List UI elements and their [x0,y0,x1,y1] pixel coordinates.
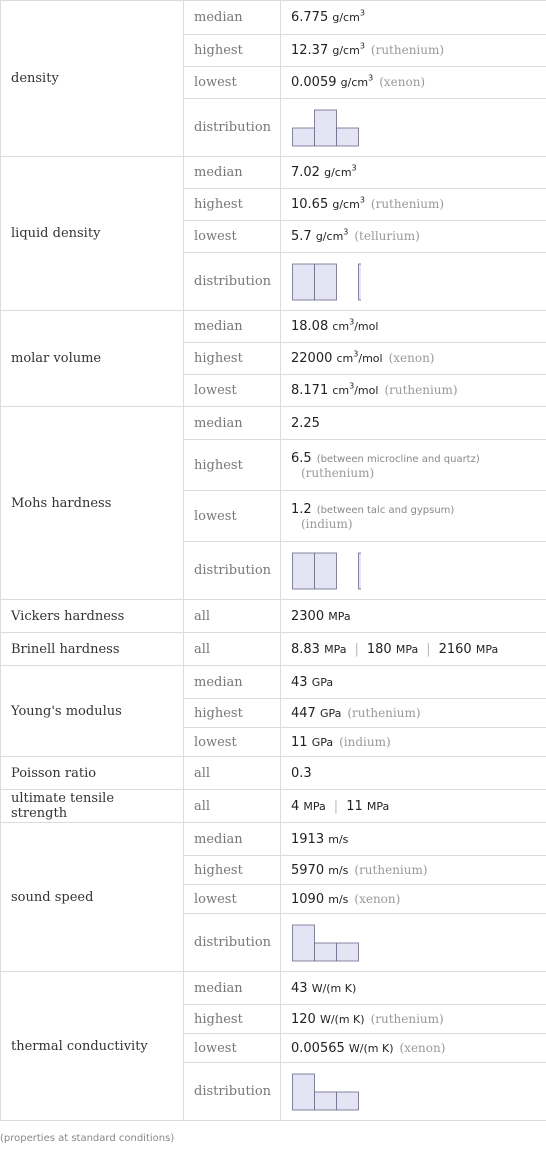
mohs-lowest-element: (indium) [301,516,353,531]
brinell-all-label: all [184,633,281,666]
sound-speed-median-value: 1913 m/s [281,823,546,856]
poisson-row [1,757,546,790]
liquid-density-distribution-histogram [291,262,361,302]
vickers-row [1,600,546,633]
mohs-highest-label: highest [184,440,281,491]
thermal-highest-value: 120 W/(m K) (ruthenium) [281,1005,546,1034]
vickers-value: 2300 MPa [281,600,546,633]
brinell-row [1,633,546,666]
sound-speed-distribution-histogram [291,923,361,963]
youngs-modulus-label: Young's modulus [1,666,184,757]
liquid-density-lowest-value: 5.7 $g/cm^3$ (tellurium) [281,221,546,253]
thermal-highest-label: highest [184,1005,281,1034]
molar-volume-lowest-element: (ruthenium) [384,383,458,397]
density-lowest-value: 0.0059 $g/cm^3$ (xenon) [281,67,546,99]
liquid-density-median-value: 7.02 $g/cm^3$ [281,157,546,189]
density-highest-value: 12.37 $g/cm^3$ (ruthenium) [281,35,546,67]
tensile-all-label: all [184,790,281,823]
sound-speed-distribution-label: distribution [184,914,281,972]
sound-speed-median-label: median [184,823,281,856]
molar-volume-lowest-label: lowest [184,375,281,407]
mohs-highest-between: (between microcline and quartz) [316,453,480,465]
sound-speed-highest-label: highest [184,856,281,885]
density-label: density [1,1,184,157]
sound-speed-lowest-label: lowest [184,885,281,914]
density-lowest-label: lowest [184,67,281,99]
histogram-bar [359,264,362,300]
sound-speed-label: sound speed [1,823,184,972]
mohs-median-label: median [184,407,281,440]
molar-volume-median-row [1,311,546,343]
histogram-bar [315,1092,337,1110]
molar-volume-median-value: 18.08 $cm^3$/mol [281,311,546,343]
thermal-highest-element: (ruthenium) [370,1011,444,1026]
histogram-bar [315,943,337,961]
histogram-bar [315,264,337,300]
thermal-median-row [1,972,546,1005]
histogram-bar [293,128,315,146]
molar-volume-highest-element: (xenon) [388,351,435,365]
youngs-highest-element: (ruthenium) [347,705,421,720]
mohs-hardness-label: Mohs hardness [1,407,184,600]
brinell-hardness-label: Brinell hardness [1,633,184,666]
mohs-distribution-histogram [291,551,361,591]
mohs-median-row [1,407,546,440]
thermal-conductivity-label: thermal conductivity [1,972,184,1121]
mohs-highest-value: 6.5 (between microcline and quartz) (ruthenium) [281,440,546,491]
histogram-bar [315,553,337,589]
liquid-density-median-label: median [184,157,281,189]
tensile-strength-label: ultimate tensile strength [1,790,184,823]
histogram-bar [337,1092,359,1110]
footer-note: (properties at standard conditions) [0,1133,175,1144]
youngs-lowest-value: 11 GPa (indium) [281,728,546,757]
youngs-highest-value: 447 GPa (ruthenium) [281,699,546,728]
molar-volume-highest-label: highest [184,343,281,375]
thermal-lowest-element: (xenon) [399,1040,446,1055]
sound-speed-highest-value: 5970 m/s (ruthenium) [281,856,546,885]
molar-volume-highest-value: 22000 $cm^3$/mol (xenon) [281,343,546,375]
histogram-bar [315,110,337,146]
liquid-density-highest-element: (ruthenium) [370,197,445,211]
youngs-median-value: 43 GPa [281,666,546,699]
youngs-median-label: median [184,666,281,699]
vickers-hardness-label: Vickers hardness [1,600,184,633]
thermal-distribution-label: distribution [184,1063,281,1121]
histogram-bar [293,264,315,300]
poisson-all-label: all [184,757,281,790]
liquid-density-distribution-label: distribution [184,253,281,311]
molar-volume-label: molar volume [1,311,184,407]
thermal-lowest-value: 0.00565 W/(m K) (xenon) [281,1034,546,1063]
density-median-label: median [184,1,281,35]
liquid-density-lowest-element: (tellurium) [354,229,420,243]
tensile-row [1,790,546,823]
poisson-ratio-label: Poisson ratio [1,757,184,790]
density-distribution-histogram [291,108,361,148]
sound-speed-lowest-value: 1090 m/s (xenon) [281,885,546,914]
youngs-median-row [1,666,546,699]
mohs-lowest-label: lowest [184,491,281,542]
thermal-median-value: 43 W/(m K) [281,972,546,1005]
density-median-row [1,1,546,35]
mohs-lowest-value: 1.2 (between talc and gypsum) (indium) [281,491,546,542]
thermal-lowest-label: lowest [184,1034,281,1063]
thermal-distribution-histogram [291,1072,361,1112]
tensile-values: 4 MPa | 11 MPa [281,790,546,823]
youngs-lowest-element: (indium) [339,734,391,749]
histogram-bar [337,128,359,146]
density-highest-label: highest [184,35,281,67]
histogram-bar [293,553,315,589]
youngs-lowest-label: lowest [184,728,281,757]
liquid-density-label: liquid density [1,157,184,311]
histogram-bar [293,925,315,961]
sound-speed-highest-element: (ruthenium) [354,862,428,877]
liquid-density-median-row [1,157,546,189]
molar-volume-lowest-value: 8.171 $cm^3$/mol (ruthenium) [281,375,546,407]
density-median-value: 6.775 $g/cm^3$ [281,1,546,35]
histogram-bar [359,553,362,589]
liquid-density-highest-label: highest [184,189,281,221]
vickers-all-label: all [184,600,281,633]
mohs-distribution-label: distribution [184,542,281,600]
mohs-lowest-between: (between talc and gypsum) [316,504,455,516]
thermal-median-label: median [184,972,281,1005]
density-lowest-element: (xenon) [379,75,426,89]
molar-volume-median-label: median [184,311,281,343]
sound-speed-lowest-element: (xenon) [354,891,401,906]
youngs-highest-label: highest [184,699,281,728]
histogram-bar [293,1074,315,1110]
brinell-values: 8.83 MPa | 180 MPa | 2160 MPa [281,633,546,666]
histogram-bar [337,943,359,961]
mohs-highest-element: (ruthenium) [301,465,375,480]
density-highest-element: (ruthenium) [370,43,445,57]
sound-speed-median-row [1,823,546,856]
density-distribution-label: distribution [184,99,281,157]
liquid-density-highest-value: 10.65 $g/cm^3$ (ruthenium) [281,189,546,221]
liquid-density-lowest-label: lowest [184,221,281,253]
poisson-value: 0.3 [281,757,546,790]
mohs-median-value: 2.25 [281,407,546,440]
